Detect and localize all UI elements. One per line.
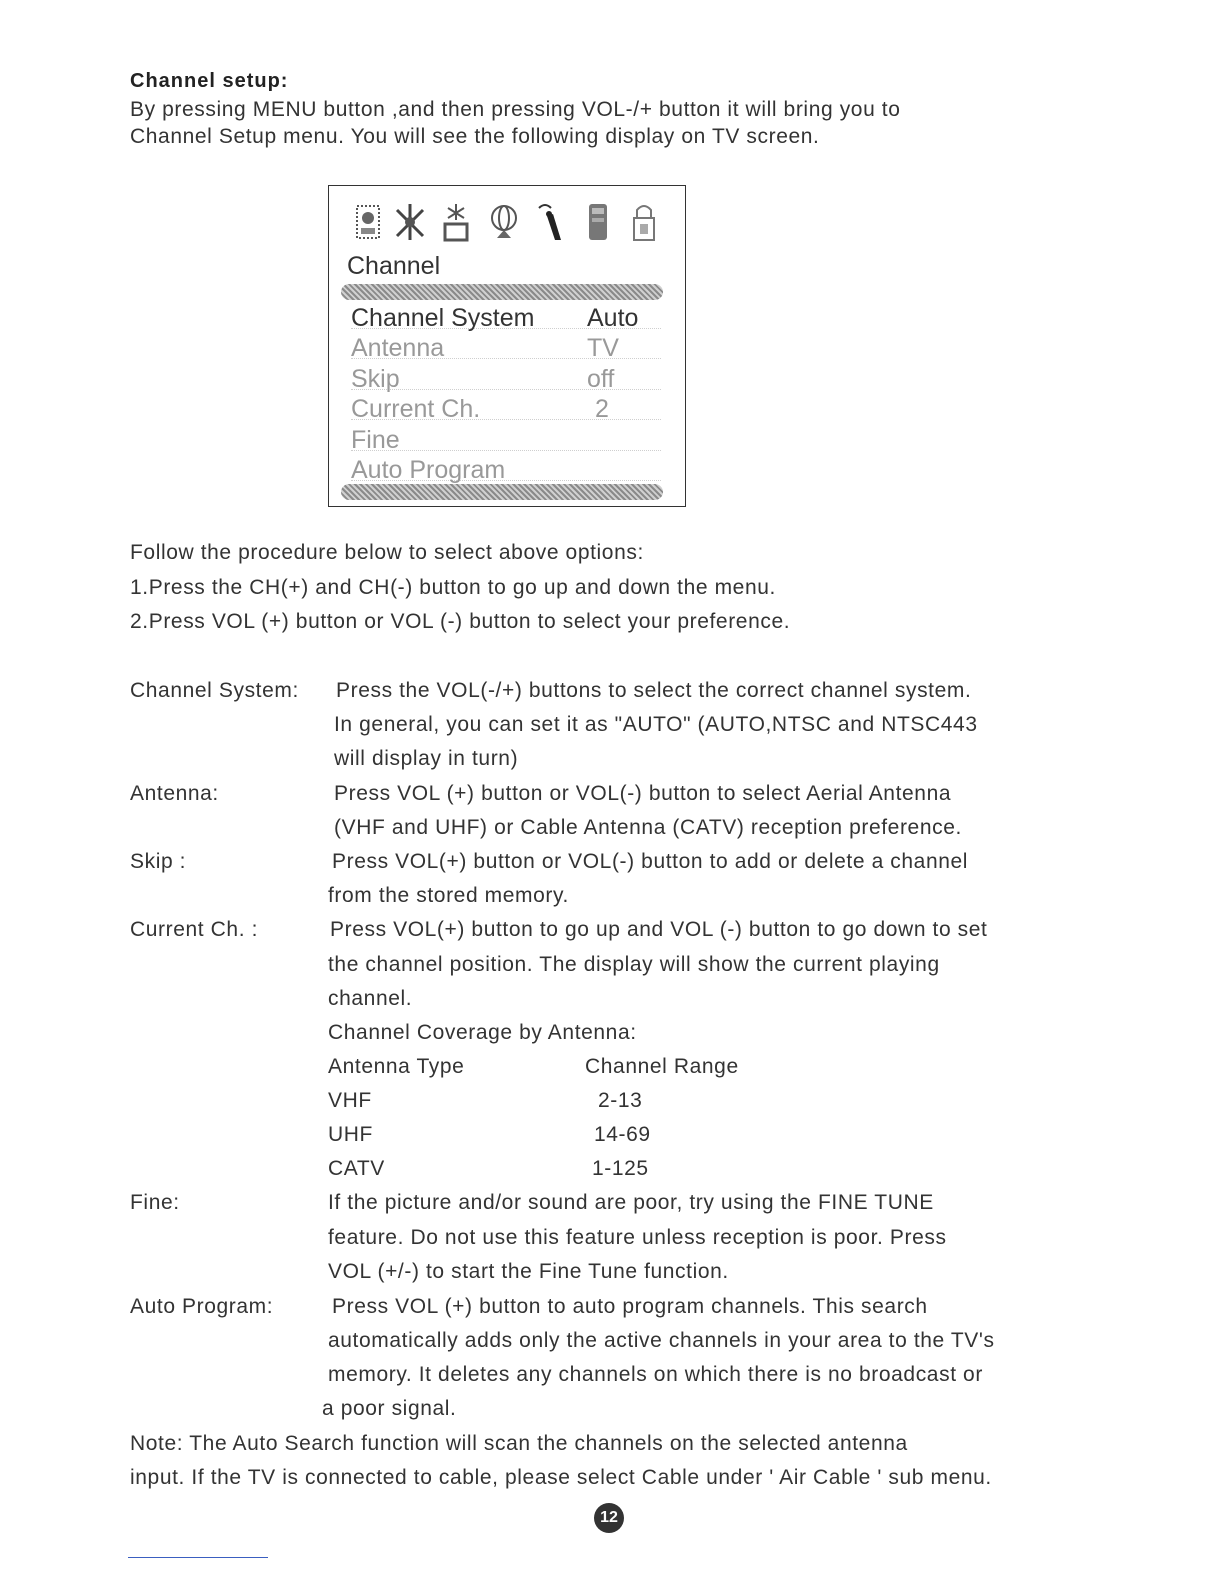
menu-item-value: Auto xyxy=(587,304,639,332)
table-cell: 2-13 xyxy=(598,1089,643,1112)
menu-item-label: Channel System xyxy=(351,304,535,332)
def-fine-line: VOL (+/-) to start the Fine Tune function. xyxy=(328,1260,729,1283)
menu-item-current-ch xyxy=(351,395,651,425)
def-current-ch-line: the channel position. The display will show the current playing xyxy=(328,953,940,976)
note-line-1: Note: The Auto Search function will scan the channels on the selected antenna xyxy=(130,1432,908,1455)
table-header: Channel Range xyxy=(585,1055,739,1078)
menu-item-auto-program xyxy=(351,456,651,486)
def-current-ch-line: Press VOL(+) button to go up and VOL (-) button to go down to set xyxy=(330,918,988,941)
table-cell: UHF xyxy=(328,1123,373,1146)
menu-item-value: off xyxy=(587,364,615,393)
menu-bottom-bar xyxy=(341,484,663,500)
def-channel-system-line: Press the VOL(-/+) buttons to select the correct channel system. xyxy=(336,679,972,702)
def-auto-program-line: Press VOL (+) button to auto program channels. This search xyxy=(332,1295,928,1318)
def-fine-line: feature. Do not use this feature unless reception is poor. Press xyxy=(328,1226,947,1249)
menu-item-value: 2 xyxy=(595,395,609,424)
menu-title: Channel xyxy=(347,252,441,280)
picture-icon xyxy=(351,200,385,244)
menu-item-fine xyxy=(351,426,651,456)
section-heading: Channel setup: xyxy=(130,70,289,92)
procedure-intro: Follow the procedure below to select above options: xyxy=(130,541,644,564)
def-auto-program-line: memory. It deletes any channels on which there is no broadcast or xyxy=(328,1363,983,1386)
procedure-step-2: 2.Press VOL (+) button or VOL (-) button to select your preference. xyxy=(130,610,791,633)
def-auto-program-line: a poor signal. xyxy=(322,1397,457,1420)
term-antenna: Antenna: xyxy=(130,782,219,805)
def-auto-program-line: automatically adds only the active channels in your area to the TV's xyxy=(328,1329,995,1352)
table-cell: CATV xyxy=(328,1157,385,1180)
menu-item-label: Skip xyxy=(351,364,400,393)
def-fine-line: If the picture and/or sound are poor, try using the FINE TUNE xyxy=(328,1191,934,1214)
def-antenna-line: Press VOL (+) button or VOL(-) button to select Aerial Antenna xyxy=(334,782,952,805)
feature-icon xyxy=(439,200,473,244)
table-header: Antenna Type xyxy=(328,1055,465,1078)
footer-rule xyxy=(128,1557,268,1558)
menu-item-channel-system xyxy=(351,304,651,334)
def-current-ch-line: Channel Coverage by Antenna: xyxy=(328,1021,637,1044)
term-auto-program: Auto Program: xyxy=(130,1295,274,1318)
tv-channel-menu xyxy=(328,185,686,507)
menu-item-label: Auto Program xyxy=(351,455,506,484)
def-antenna-line: (VHF and UHF) or Cable Antenna (CATV) reception preference. xyxy=(334,816,962,839)
table-cell: VHF xyxy=(328,1089,372,1112)
channel-icon xyxy=(581,200,615,244)
def-current-ch-line: channel. xyxy=(328,987,413,1010)
table-cell: 1-125 xyxy=(592,1157,649,1180)
menu-item-skip xyxy=(351,365,651,395)
menu-icon-row xyxy=(347,200,667,246)
menu-item-label: Antenna xyxy=(351,334,445,363)
procedure-step-1: 1.Press the CH(+) and CH(-) button to go up and down the menu. xyxy=(130,576,776,599)
term-channel-system: Channel System: xyxy=(130,679,299,702)
menu-item-list xyxy=(351,304,651,486)
menu-item-antenna xyxy=(351,334,651,364)
color-icon xyxy=(393,200,427,244)
page-number-badge: 12 xyxy=(594,1503,624,1533)
menu-top-bar xyxy=(341,284,663,300)
def-channel-system-line: will display in turn) xyxy=(334,747,519,770)
antenna-icon xyxy=(533,200,567,244)
menu-item-label: Fine xyxy=(351,425,400,454)
lock-icon xyxy=(627,200,661,244)
intro-line-1: By pressing MENU button ,and then pressing VOL-/+ button it will bring you to xyxy=(130,98,901,121)
intro-line-2: Channel Setup menu. You will see the following display on TV screen. xyxy=(130,125,820,148)
def-skip-line: Press VOL(+) button or VOL(-) button to add or delete a channel xyxy=(332,850,969,873)
table-cell: 14-69 xyxy=(594,1123,651,1146)
menu-item-value: TV xyxy=(587,334,619,363)
note-line-2: input. If the TV is connected to cable, please select Cable under ' Air Cable ' sub menu. xyxy=(130,1466,992,1489)
term-fine: Fine: xyxy=(130,1191,180,1214)
term-skip: Skip : xyxy=(130,850,187,873)
def-skip-line: from the stored memory. xyxy=(328,884,569,907)
term-current-ch: Current Ch. : xyxy=(130,918,259,941)
globe-icon xyxy=(487,200,521,244)
def-channel-system-line: In general, you can set it as "AUTO" (AUTO,NTSC and NTSC443 xyxy=(334,713,978,736)
menu-item-label: Current Ch. xyxy=(351,395,481,424)
